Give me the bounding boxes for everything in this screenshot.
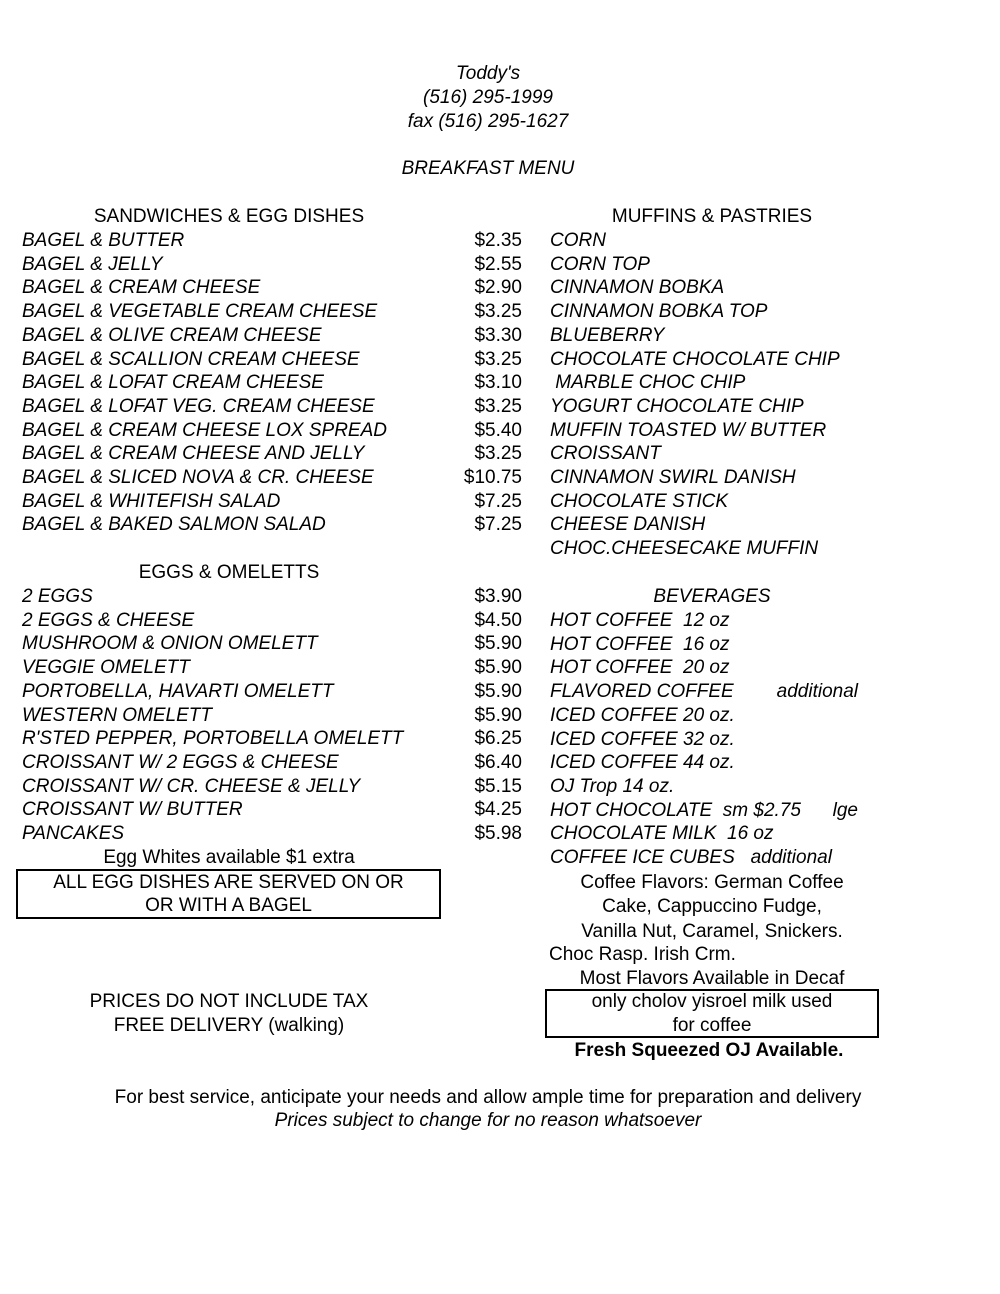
- beverage-item-extra: lge: [832, 799, 858, 821]
- beverage-item-name: HOT COFFEE 20 oz: [550, 657, 730, 679]
- sandwich-item-price: $3.30: [474, 324, 522, 346]
- egg-item-name: CROISSANT W/ 2 EGGS & CHEESE: [22, 751, 339, 773]
- egg-item-name: VEGGIE OMELETT: [22, 657, 190, 679]
- menu-title: BREAKFAST MENU: [401, 158, 575, 179]
- sandwich-item-price: $7.25: [474, 490, 522, 512]
- muffin-item: BLUEBERRY: [550, 324, 665, 346]
- sandwich-item-name: BAGEL & OLIVE CREAM CHEESE: [22, 324, 322, 346]
- flavors-line-1: Coffee Flavors: German Coffee: [580, 872, 844, 893]
- egg-whites-note: Egg Whites available $1 extra: [103, 847, 355, 868]
- egg-item-name: R'STED PEPPER, PORTOBELLA OMELETT: [22, 728, 404, 750]
- sandwich-item-name: BAGEL & SCALLION CREAM CHEESE: [22, 348, 360, 370]
- muffin-item: CHOCOLATE CHOCOLATE CHIP: [550, 348, 840, 370]
- sandwich-item-name: BAGEL & CREAM CHEESE LOX SPREAD: [22, 419, 387, 441]
- muffin-item: CINNAMON BOBKA: [550, 277, 725, 299]
- milk-line-2: for coffee: [672, 1015, 752, 1036]
- beverage-item-name: HOT COFFEE 16 oz: [550, 633, 730, 655]
- price-disclaimer: Prices subject to change for no reason whatsoever: [274, 1110, 702, 1131]
- phone-number: (516) 295-1999: [423, 87, 553, 108]
- sandwich-item-name: BAGEL & BAKED SALMON SALAD: [22, 514, 326, 536]
- egg-item-price: $3.90: [474, 586, 522, 607]
- sandwich-item-price: $5.40: [474, 419, 522, 441]
- egg-item-price: $6.40: [474, 751, 522, 773]
- sandwich-item-price: $7.25: [474, 514, 522, 536]
- tax-note: PRICES DO NOT INCLUDE TAX: [89, 991, 369, 1012]
- muffin-item: CHOCOLATE STICK: [550, 490, 729, 512]
- beverage-item-name: ICED COFFEE 44 oz.: [550, 752, 735, 774]
- muffin-item: CHEESE DANISH: [550, 514, 706, 536]
- egg-item-price: $5.90: [474, 680, 522, 702]
- sandwich-item-price: $3.10: [474, 372, 522, 394]
- egg-item-name: PORTOBELLA, HAVARTI OMELETT: [22, 680, 334, 702]
- egg-box-line-2: OR WITH A BAGEL: [145, 895, 312, 916]
- muffin-item: CORN TOP: [550, 253, 650, 275]
- beverage-item-name: COFFEE ICE CUBES additional: [550, 847, 832, 868]
- egg-item-price: $4.50: [474, 609, 522, 631]
- sandwich-item-price: $3.25: [474, 301, 522, 323]
- beverage-item-name: ICED COFFEE 20 oz.: [550, 704, 735, 726]
- restaurant-name: Toddy's: [455, 63, 521, 84]
- beverage-item-extra: additional: [776, 681, 858, 703]
- beverage-item-name: HOT COFFEE 12 oz: [550, 610, 730, 631]
- muffin-item: CORN: [550, 230, 606, 251]
- sandwich-item-name: BAGEL & VEGETABLE CREAM CHEESE: [22, 301, 378, 323]
- egg-item-name: 2 EGGS: [22, 586, 93, 607]
- sandwich-item-name: BAGEL & CREAM CHEESE AND JELLY: [22, 443, 365, 465]
- sandwich-item-name: BAGEL & SLICED NOVA & CR. CHEESE: [22, 467, 374, 488]
- flavors-line-3: Vanilla Nut, Caramel, Snickers.: [581, 921, 843, 942]
- sandwich-item-price: $3.25: [474, 395, 522, 417]
- beverage-item-name: ICED COFFEE 32 oz.: [550, 728, 735, 750]
- egg-item-price: $5.15: [474, 775, 522, 797]
- beverages-heading: BEVERAGES: [653, 586, 771, 607]
- egg-item-name: MUSHROOM & ONION OMELETT: [22, 633, 318, 655]
- muffins-heading: MUFFINS & PASTRIES: [611, 206, 813, 227]
- egg-item-price: $5.90: [474, 704, 522, 726]
- egg-box-line-1: ALL EGG DISHES ARE SERVED ON OR: [53, 872, 404, 893]
- muffin-item: MUFFIN TOASTED W/ BUTTER: [550, 419, 827, 441]
- sandwich-item-price: $2.35: [474, 230, 522, 251]
- sandwich-item-name: BAGEL & LOFAT CREAM CHEESE: [22, 372, 324, 394]
- muffin-item: YOGURT CHOCOLATE CHIP: [550, 395, 804, 417]
- beverage-item-name: OJ Trop 14 oz.: [550, 775, 675, 797]
- sandwich-item-price: $10.75: [463, 467, 522, 488]
- delivery-note: FREE DELIVERY (walking): [113, 1015, 345, 1036]
- egg-item-name: PANCAKES: [22, 823, 125, 844]
- egg-item-price: $5.90: [474, 657, 522, 679]
- egg-item-name: CROISSANT W/ CR. CHEESE & JELLY: [22, 775, 361, 797]
- muffin-item: CROISSANT: [550, 443, 661, 465]
- egg-item-name: WESTERN OMELETT: [22, 704, 213, 726]
- egg-item-price: $4.25: [474, 799, 522, 821]
- sandwiches-heading: SANDWICHES & EGG DISHES: [93, 206, 365, 227]
- decaf-note: Most Flavors Available in Decaf: [579, 968, 845, 989]
- service-note: For best service, anticipate your needs and allow ample time for preparation and delivery: [114, 1087, 862, 1108]
- eggs-heading: EGGS & OMELETTS: [138, 562, 320, 583]
- muffin-item: CHOC.CHEESECAKE MUFFIN: [550, 538, 819, 560]
- milk-line-1: only cholov yisroel milk used: [591, 991, 833, 1012]
- muffin-item: CINNAMON SWIRL DANISH: [550, 467, 796, 488]
- egg-item-price: $5.90: [474, 633, 522, 655]
- sandwich-item-name: BAGEL & WHITEFISH SALAD: [22, 490, 281, 512]
- sandwich-item-name: BAGEL & CREAM CHEESE: [22, 277, 261, 299]
- sandwich-item-price: $3.25: [474, 443, 522, 465]
- sandwich-item-name: BAGEL & BUTTER: [22, 230, 185, 251]
- egg-item-name: CROISSANT W/ BUTTER: [22, 799, 243, 821]
- beverage-item-name: CHOCOLATE MILK 16 oz: [550, 823, 774, 845]
- beverage-item-name: HOT CHOCOLATE sm $2.75: [550, 799, 801, 821]
- flavors-line-4: Choc Rasp. Irish Crm.: [549, 944, 736, 965]
- sandwich-item-name: BAGEL & LOFAT VEG. CREAM CHEESE: [22, 395, 375, 417]
- sandwich-item-name: BAGEL & JELLY: [22, 253, 163, 275]
- sandwich-item-price: $2.90: [474, 277, 522, 299]
- sandwich-item-price: $2.55: [474, 253, 522, 275]
- egg-item-price: $5.98: [474, 823, 522, 844]
- beverage-item-name: FLAVORED COFFEE: [550, 681, 734, 703]
- flavors-line-2: Cake, Cappuccino Fudge,: [602, 896, 822, 917]
- egg-item-name: 2 EGGS & CHEESE: [22, 609, 195, 631]
- muffin-item: CINNAMON BOBKA TOP: [550, 301, 768, 323]
- fax-number: fax (516) 295-1627: [407, 111, 569, 132]
- muffin-item: MARBLE CHOC CHIP: [550, 372, 746, 394]
- egg-item-price: $6.25: [474, 728, 522, 750]
- fresh-oj-note: Fresh Squeezed OJ Available.: [574, 1040, 844, 1061]
- sandwich-item-price: $3.25: [474, 348, 522, 370]
